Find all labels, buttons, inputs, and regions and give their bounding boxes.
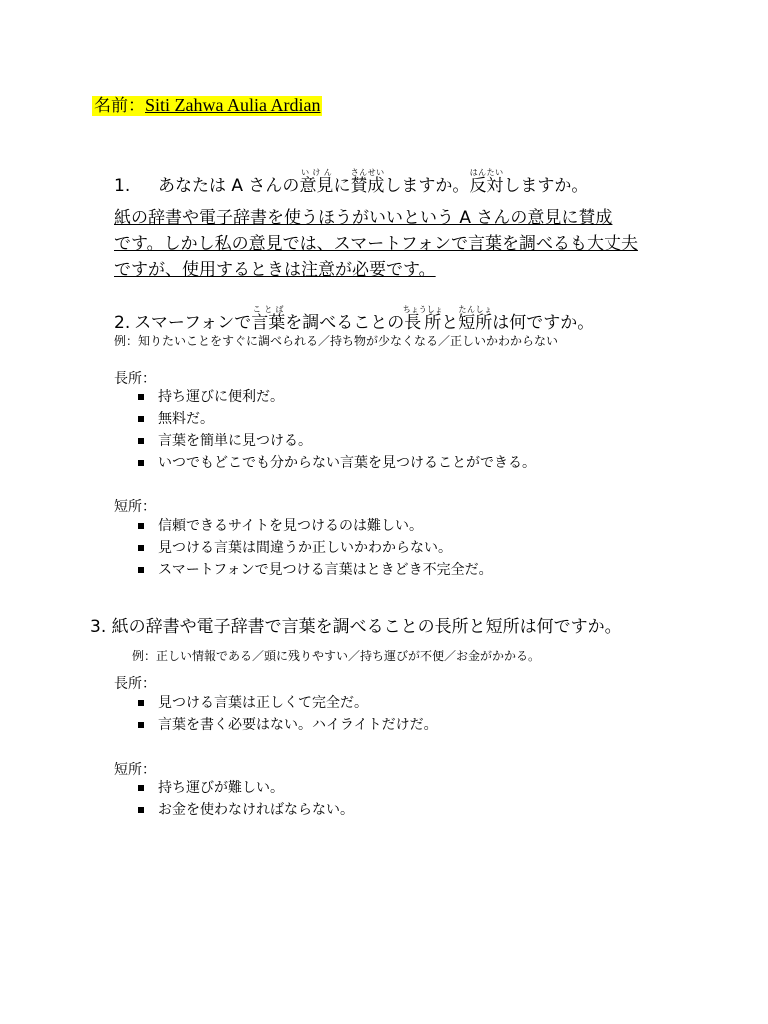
list-item: 持ち運びが難しい。 <box>136 777 354 799</box>
name-highlight <box>92 96 322 116</box>
q1-ruby-hantai-reading: はんたい <box>469 168 504 177</box>
list-item: 言葉を書く必要はない。ハイライトだけだ。 <box>136 714 438 736</box>
q2-ruby-chousho-reading: ちょうしょ <box>402 305 443 314</box>
list-item: 持ち運びに便利だ。 <box>136 386 536 408</box>
question-1 <box>114 168 588 198</box>
list-item: 見つける言葉は正しくて完全だ。 <box>136 692 438 714</box>
q1-ruby-hantai-base: 反対 <box>469 176 504 196</box>
q2-ruby-chousho <box>402 305 443 333</box>
q1-ruby-sansei-base: 賛成 <box>350 176 385 196</box>
q1-ruby-iken-base: 意見 <box>299 176 334 196</box>
q2-text-4: は何ですか。 <box>492 313 595 333</box>
q2-pros-list <box>136 386 536 474</box>
list-item: スマートフォンで見つける言葉はときどき不完全だ。 <box>136 559 493 581</box>
q2-ruby-tansho-reading: たんしょ <box>458 305 493 314</box>
name-label: 名前： <box>94 96 145 116</box>
list-item: 無料だ。 <box>136 408 536 430</box>
list-item: 言葉を簡単に見つける。 <box>136 430 536 452</box>
q1-text-4: しますか。 <box>503 176 589 196</box>
question-2 <box>114 305 594 335</box>
q2-number: 2. <box>114 313 131 333</box>
list-item: 信頼できるサイトを見つけるのは難しい。 <box>136 515 493 537</box>
q2-pros-label: 長所： <box>114 371 156 387</box>
list-item: お金を使わなければならない。 <box>136 799 354 821</box>
q3-pros-list <box>136 692 438 736</box>
q1-ruby-sansei <box>350 168 385 196</box>
q2-ruby-chousho-base: 長所 <box>402 313 443 333</box>
q1-text-1: あなたは A さんの <box>158 176 300 196</box>
name-line <box>92 93 322 118</box>
q2-ruby-kotoba <box>251 305 286 333</box>
q1-ruby-iken-reading: いけん <box>299 168 334 177</box>
q1-answer-line: 紙の辞書や電子辞書を使うほうがいいという A さんの意見に賛成 <box>114 208 613 228</box>
q2-text-2: を調べることの <box>285 313 405 333</box>
q1-number: 1. <box>114 176 131 196</box>
q3-cons-list <box>136 777 354 821</box>
q2-text-1: スマーフォンで <box>134 313 252 333</box>
q3-pros-label: 長所： <box>114 676 156 692</box>
q3-example: 例：正しい情報である／頭に残りやすい／持ち運びが不便／お金がかかる。 <box>132 649 541 663</box>
q1-text-2: に <box>333 176 351 196</box>
q2-ruby-kotoba-reading: ことば <box>251 305 286 314</box>
q1-answer <box>114 205 694 283</box>
q1-text-3: しますか。 <box>384 176 470 196</box>
q2-cons-list <box>136 515 493 581</box>
list-item: 見つける言葉は間違うか正しいかわからない。 <box>136 537 493 559</box>
q2-text-3: と <box>441 313 459 333</box>
q2-ruby-tansho-base: 短所 <box>458 313 493 333</box>
q2-example: 例：知りたいことをすぐに調べられる／持ち物が少なくなる／正しいかわからない <box>114 334 559 348</box>
q1-answer-line: です。しかし私の意見では、スマートフォンで言葉を調べるも大丈夫 <box>114 234 638 254</box>
student-name: Siti Zahwa Aulia Ardian <box>145 95 321 115</box>
q1-ruby-sansei-reading: さんせい <box>350 168 385 177</box>
question-3: 3. 紙の辞書や電子辞書で言葉を調べることの長所と短所は何ですか。 <box>90 617 622 637</box>
q2-cons-label: 短所： <box>114 499 156 515</box>
q2-ruby-kotoba-base: 言葉 <box>251 313 286 333</box>
q1-answer-line: ですが、使用するときは注意が必要です。 <box>114 260 436 280</box>
q1-ruby-iken <box>299 168 334 196</box>
q3-cons-label: 短所： <box>114 762 156 778</box>
list-item: いつでもどこでも分からない言葉を見つけることができる。 <box>136 452 536 474</box>
q2-ruby-tansho <box>458 305 493 333</box>
q1-ruby-hantai <box>469 168 504 196</box>
